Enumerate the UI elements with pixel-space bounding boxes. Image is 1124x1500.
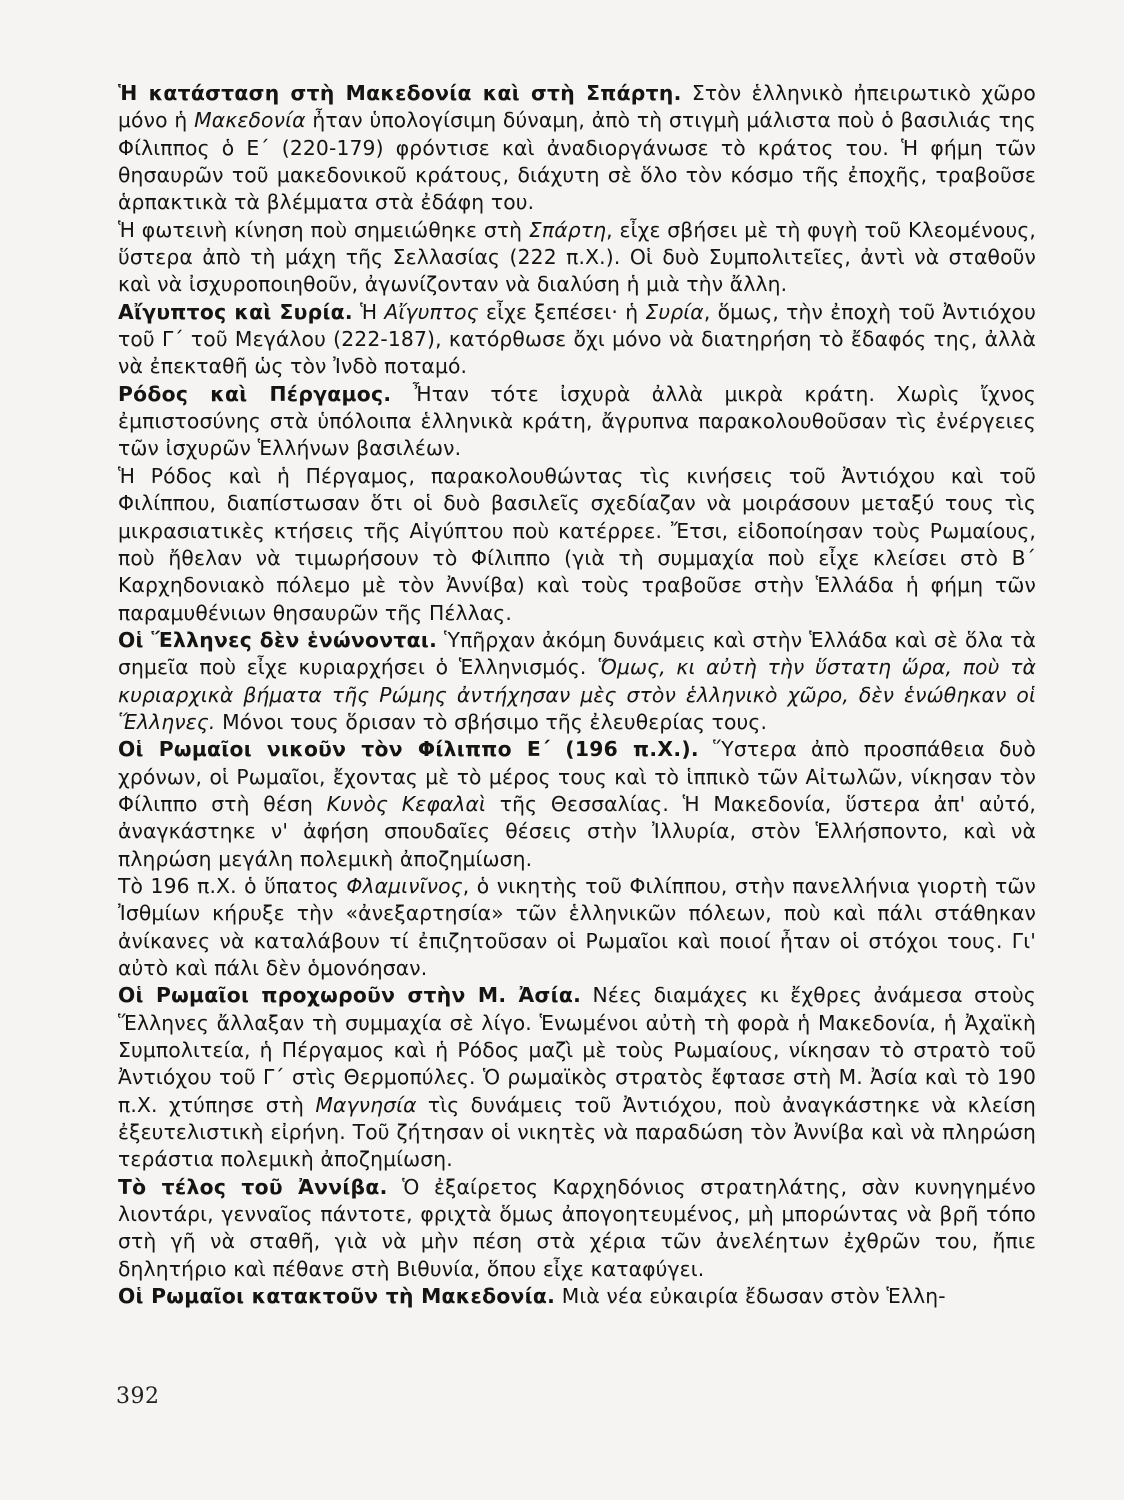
heading-rhodes-pergamon: Ρόδος καὶ Πέργαμος. bbox=[118, 381, 392, 406]
text-span: τῆς Θεσσαλίας. Ἡ Μακεδονία, ὕστερα ἀπ' αὐτό, ἀναγκάστηκε ν' ἀφήση σπουδαῖες θέσεις στὴν Ἰλλυρία, στὸν Ἑλλήσποντο, καὶ νὰ πληρώση μεγάλη πολεμικὴ ἀποζημίωση. bbox=[118, 791, 1036, 871]
italic-term: Σπάρτη bbox=[528, 217, 607, 242]
paragraph-rhodes-pergamon bbox=[118, 381, 1036, 463]
italic-term: Μακεδονία bbox=[194, 108, 306, 133]
text-span: Τὸ 196 π.Χ. ὁ ὕπατος bbox=[118, 873, 347, 898]
paragraph-macedonia-sparta bbox=[118, 80, 1036, 217]
paragraph-sparta-movement bbox=[118, 217, 1036, 299]
heading-romans-defeat-philip: Οἱ Ρωμαῖοι νικοῦν τὸν Φίλιππο Ε΄ (196 π.Χ.). bbox=[118, 737, 699, 762]
heading-end-of-hannibal: Τὸ τέλος τοῦ Ἀννίβα. bbox=[118, 1174, 388, 1199]
text-span: Ἦταν τότε ἰσχυρὰ ἀλλὰ μικρὰ κράτη. Χωρὶς ἴχνος ἐμπιστοσύνης στὰ ὑπόλοιπα ἑλληνικὰ κράτη, ἄγρυπνα παρακολουθοῦσαν τὶς ἐνέργειες τῶν ἰσχυρῶν Ἑλλήνων βασιλέων. bbox=[118, 381, 1036, 461]
paragraph-romans-defeat-philip bbox=[118, 736, 1036, 873]
text-span: Ὑπῆρχαν ἀκόμη δυνάμεις καὶ στὴν Ἑλλάδα καὶ σὲ ὅλα τὰ σημεῖα ποὺ εἶχε κυριαρχήσει ὁ Ἑλληνισμός. bbox=[118, 627, 1036, 680]
text-span: Ὕστερα ἀπὸ προσπάθεια δυὸ χρόνων, οἱ Ρωμαῖοι, ἔχοντας μὲ τὸ μέρος τους καὶ τὸ ἱππικὸ τῶν Αἰτωλῶν, νίκησαν τὸν Φίλιππο στὴ θέση bbox=[118, 737, 1036, 816]
heading-romans-conquer-macedonia: Οἱ Ρωμαῖοι κατακτοῦν τὴ Μακεδονία. bbox=[118, 1284, 556, 1309]
italic-term: Συρία bbox=[645, 299, 704, 324]
text-span: Μιὰ νέα εὐκαιρία ἔδωσαν στὸν Ἑλλη- bbox=[555, 1284, 946, 1309]
italic-passage: Ὅμως, κι αὐτὴ τὴν ὕστατη ὥρα, ποὺ τὰ κυριαρχικὰ βήματα τῆς Ρώμης ἀντήχησαν μὲς στὸν ἑλληνικὸ χῶρο, δὲν ἑνώθηκαν οἱ Ἕλληνες. bbox=[118, 655, 1037, 734]
text-span: εἶχε ξεπέσει· ἡ bbox=[478, 299, 646, 324]
paragraph-romans-conquer-macedonia bbox=[118, 1283, 1036, 1310]
text-span: Ὁ ἐξαίρετος Καρχηδόνιος στρατηλάτης, σὰν κυνηγημένο λιοντάρι, γενναῖος πάντοτε, φριχτὰ ὅμως ἀπογοητευμένος, μὴ μπορώντας νὰ βρῆ τόπο στὴ γῆ νὰ σταθῆ, γιὰ νὰ μὴν πέση στὰ χέρια τῶν ἀνελέητων ἐχθρῶν του, ἤπιε δηλητήριο καὶ πέθανε στὴ Βιθυνία, ὅπου εἶχε καταφύγει. bbox=[118, 1174, 1036, 1281]
text-span: Στὸν ἑλληνικὸ ἠπειρωτικὸ χῶρο μόνο ἡ bbox=[118, 81, 1036, 133]
heading-romans-asia-minor: Οἱ Ρωμαῖοι προχωροῦν στὴν Μ. Ἀσία. bbox=[118, 983, 582, 1008]
text-span: Ἡ bbox=[352, 299, 385, 324]
text-span: Ἡ φωτεινὴ κίνηση ποὺ σημειώθηκε στὴ bbox=[118, 217, 529, 242]
paragraph-rhodes-pergamon-cont bbox=[118, 463, 1036, 627]
paragraph-greeks-not-united bbox=[118, 627, 1036, 736]
italic-term: Αἴγυπτος bbox=[384, 299, 479, 324]
paragraph-egypt-syria bbox=[118, 299, 1036, 381]
text-span: Ἡ Ρόδος καὶ ἡ Πέργαμος, παρακολουθώντας τὶς κινήσεις τοῦ Ἀντιόχου καὶ τοῦ Φιλίππου, διαπίστωσαν ὅτι οἱ δυὸ βασιλεῖς σχεδίαζαν νὰ μοιράσουν μεταξύ τους τὶς μικρασιατικὲς κτήσεις τῆς Αἰγύπτου ποὺ κατέρρεε. Ἔτσι, εἰδοποίησαν τοὺς Ρωμαίους, ποὺ ἤθελαν νὰ τιμωρήσουν τὸ Φίλιππο (γιὰ τὴ συμμαχία ποὺ εἶχε κλείσει στὸ Β΄ Καρχηδονιακὸ πόλεμο μὲ τὸν Ἀννίβα) καὶ τοὺς τραβοῦσε στὴν Ἑλλάδα ἡ φήμη τῶν παραμυθένιων θησαυρῶν τῆς Πέλλας. bbox=[118, 463, 1036, 625]
italic-term: Κυνὸς Κεφαλαὶ bbox=[326, 791, 487, 816]
italic-term: Μαγνησία bbox=[315, 1092, 417, 1117]
text-span: Μόνοι τους ὅρισαν τὸ σβήσιμο τῆς ἐλευθερίας τους. bbox=[215, 709, 768, 734]
text-span: , ὁ νικητὴς τοῦ Φιλίππου, στὴν πανελλήνια γιορτὴ τῶν Ἰσθμίων κήρυξε τὴν «ἀνεξαρτησία» τῶν ἑλληνικῶν πόλεων, ποὺ καὶ πάλι στάθηκαν ἀνίκανες νὰ καταλάβουν τί ἐπιζητοῦσαν οἱ Ρωμαῖοι καὶ ποιοί ἦταν οἱ στόχοι τους. Γι' αὐτὸ καὶ πάλι δὲν ὁμονόησαν. bbox=[118, 873, 1036, 980]
text-span: ἦταν ὑπολογίσιμη δύναμη, ἀπὸ τὴ στιγμὴ μάλιστα ποὺ ὁ βασιλιάς της Φίλιππος ὁ Ε΄ (220-179) φρόντισε καὶ ἀναδιοργάνωσε τὸ κράτος του. Ἡ φήμη τῶν θησαυρῶν τοῦ μακεδονικοῦ κράτους, διάχυτη σὲ ὅλο τὸν κόσμο τῆς ἐποχῆς, τραβοῦσε ἁρπακτικὰ τὰ βλέμματα στὰ ἐδάφη του. bbox=[118, 108, 1036, 215]
heading-greeks-not-united: Οἱ Ἕλληνες δὲν ἑνώνονται. bbox=[118, 627, 438, 652]
paragraph-romans-asia-minor bbox=[118, 982, 1036, 1173]
text-span: , ὅμως, τὴν ἐποχὴ τοῦ Ἀντιόχου τοῦ Γ΄ τοῦ Μεγάλου (222-187), κατόρθωσε ὄχι μόνο νὰ διατηρήση τὸ ἔδαφός της, ἀλλὰ νὰ ἐπεκταθῆ ὡς τὸν Ἰνδὸ ποταμό. bbox=[118, 299, 1037, 379]
heading-macedonia-sparta: Ἡ κατάσταση στὴ Μακεδονία καὶ στὴ Σπάρτη. bbox=[118, 81, 682, 105]
page-number: 392 bbox=[116, 1384, 160, 1409]
paragraph-flamininus bbox=[118, 873, 1036, 982]
body-text bbox=[118, 80, 1036, 1310]
text-span: , εἶχε σβήσει μὲ τὴ φυγὴ τοῦ Κλεομένους, ὕστερα ἀπὸ τὴ μάχη τῆς Σελλασίας (222 π.Χ.). Οἱ δυὸ Συμπολιτεῖες, ἀντὶ νὰ σταθοῦν καὶ νὰ ἰσχυροποιηθοῦν, ἀγωνίζονταν νὰ διαλύση ἡ μιὰ τὴν ἄλλη. bbox=[118, 217, 1036, 297]
heading-egypt-syria: Αἴγυπτος καὶ Συρία. bbox=[118, 299, 353, 324]
italic-term: Φλαμινῖνος bbox=[346, 873, 463, 898]
text-span: τὶς δυνάμεις τοῦ Ἀντιόχου, ποὺ ἀναγκάστηκε νὰ κλείση ἐξευτελιστικὴ εἰρήνη. Τοῦ ζήτησαν οἱ νικητὲς νὰ παραδώση τὸν Ἀννίβα καὶ νὰ πληρώση τεράστια πολεμικὴ ἀποζημίωση. bbox=[118, 1092, 1036, 1172]
text-span: Νέες διαμάχες κι ἔχθρες ἀνάμεσα στοὺς Ἕλληνες ἄλλαξαν τὴ συμμαχία σὲ λίγο. Ἑνωμένοι αὐτὴ τὴ φορὰ ἡ Μακεδονία, ἡ Ἀχαϊκὴ Συμπολιτεία, ἡ Πέργαμος καὶ ἡ Ρόδος μαζὶ μὲ τοὺς Ρωμαίους, νίκησαν τὸ στρατὸ τοῦ Ἀντιόχου τοῦ Γ΄ στὶς Θερμοπύλες. Ὁ ρωμαϊκὸς στρατὸς ἔφτασε στὴ Μ. Ἀσία καὶ τὸ 190 π.Χ. χτύπησε στὴ bbox=[118, 983, 1036, 1117]
paragraph-end-of-hannibal bbox=[118, 1174, 1036, 1283]
